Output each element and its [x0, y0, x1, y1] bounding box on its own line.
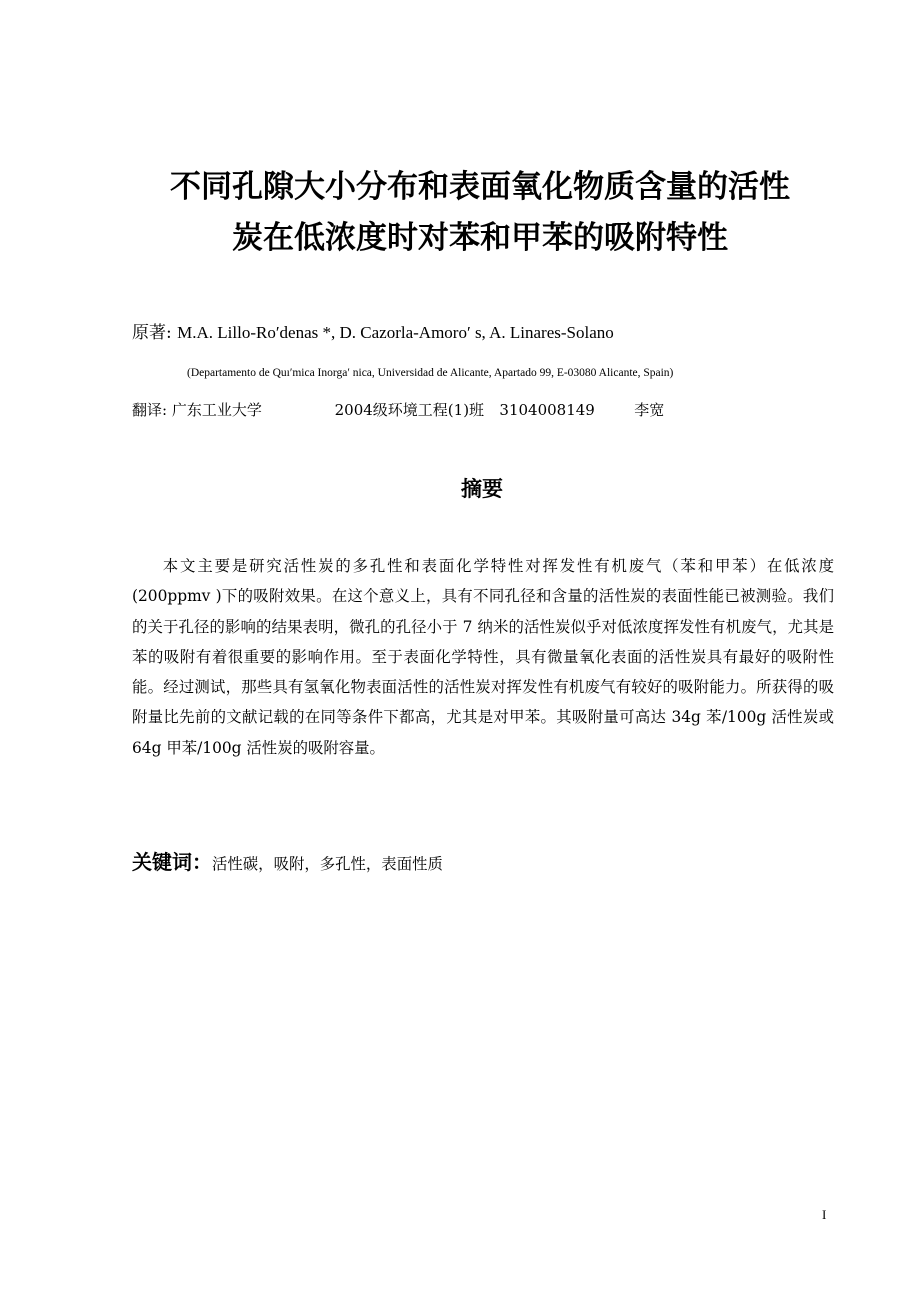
affiliation: (Departamento de Quı′mica Inorga′ nica, Universidad de Alicante, Apartado 99, E-03080 Alicante, Spain) — [187, 367, 674, 379]
keywords-label: 关键词： — [132, 850, 212, 874]
page-number: I — [822, 1207, 827, 1222]
translator-label: 翻译: — [132, 401, 168, 419]
authors-names: M.A. Lillo-Ro′denas *, D. Cazorla-Amoro′ s, A. Linares-Solano — [177, 323, 614, 342]
translator-student-id: 3104008149 — [499, 401, 595, 419]
translator-university: 广东工业大学 — [171, 401, 262, 419]
translator-class: 2004级环境工程(1)班 — [334, 401, 485, 419]
abstract-heading: 摘要 — [461, 477, 503, 501]
abstract-body: 本文主要是研究活性炭的多孔性和表面化学特性对挥发性有机废气（苯和甲苯）在低浓度(200ppmv )下的吸附效果。在这个意义上，具有不同孔径和含量的活性炭的表面性能已被测验。我们的关于孔径的影响的结果表明，微孔的孔径小于 7 纳米的活性炭似乎对低浓度挥发性有机废气，尤其是苯的吸附有着很重要的影响作用。至于表面化学特性，具有微量氧化表面的活性炭具有最好的吸附性能。经过测试，那些具有氢氧化物表面活性的活性炭对挥发性有机废气有较好的吸附能力。所获得的吸附量比先前的文献记载的在同等条件下都高，尤其是对甲苯。其吸附量可高达 34g 苯/100g 活性炭或 64g 甲苯/100g 活性炭的吸附容量。 — [132, 557, 834, 757]
translator-name: 李宽 — [634, 401, 665, 419]
keywords-line — [132, 846, 443, 880]
paper-title-line-1: 不同孔隙大小分布和表面氧化物质含量的活性 — [170, 169, 790, 205]
authors-line — [132, 320, 614, 346]
keywords-value: 活性碳，吸附，多孔性，表面性质 — [212, 855, 443, 873]
paper-title-line-2: 炭在低浓度时对苯和甲苯的吸附特性 — [232, 220, 728, 256]
paper-title — [90, 162, 870, 264]
translator-line — [132, 398, 664, 422]
authors-label: 原著: — [132, 323, 172, 343]
